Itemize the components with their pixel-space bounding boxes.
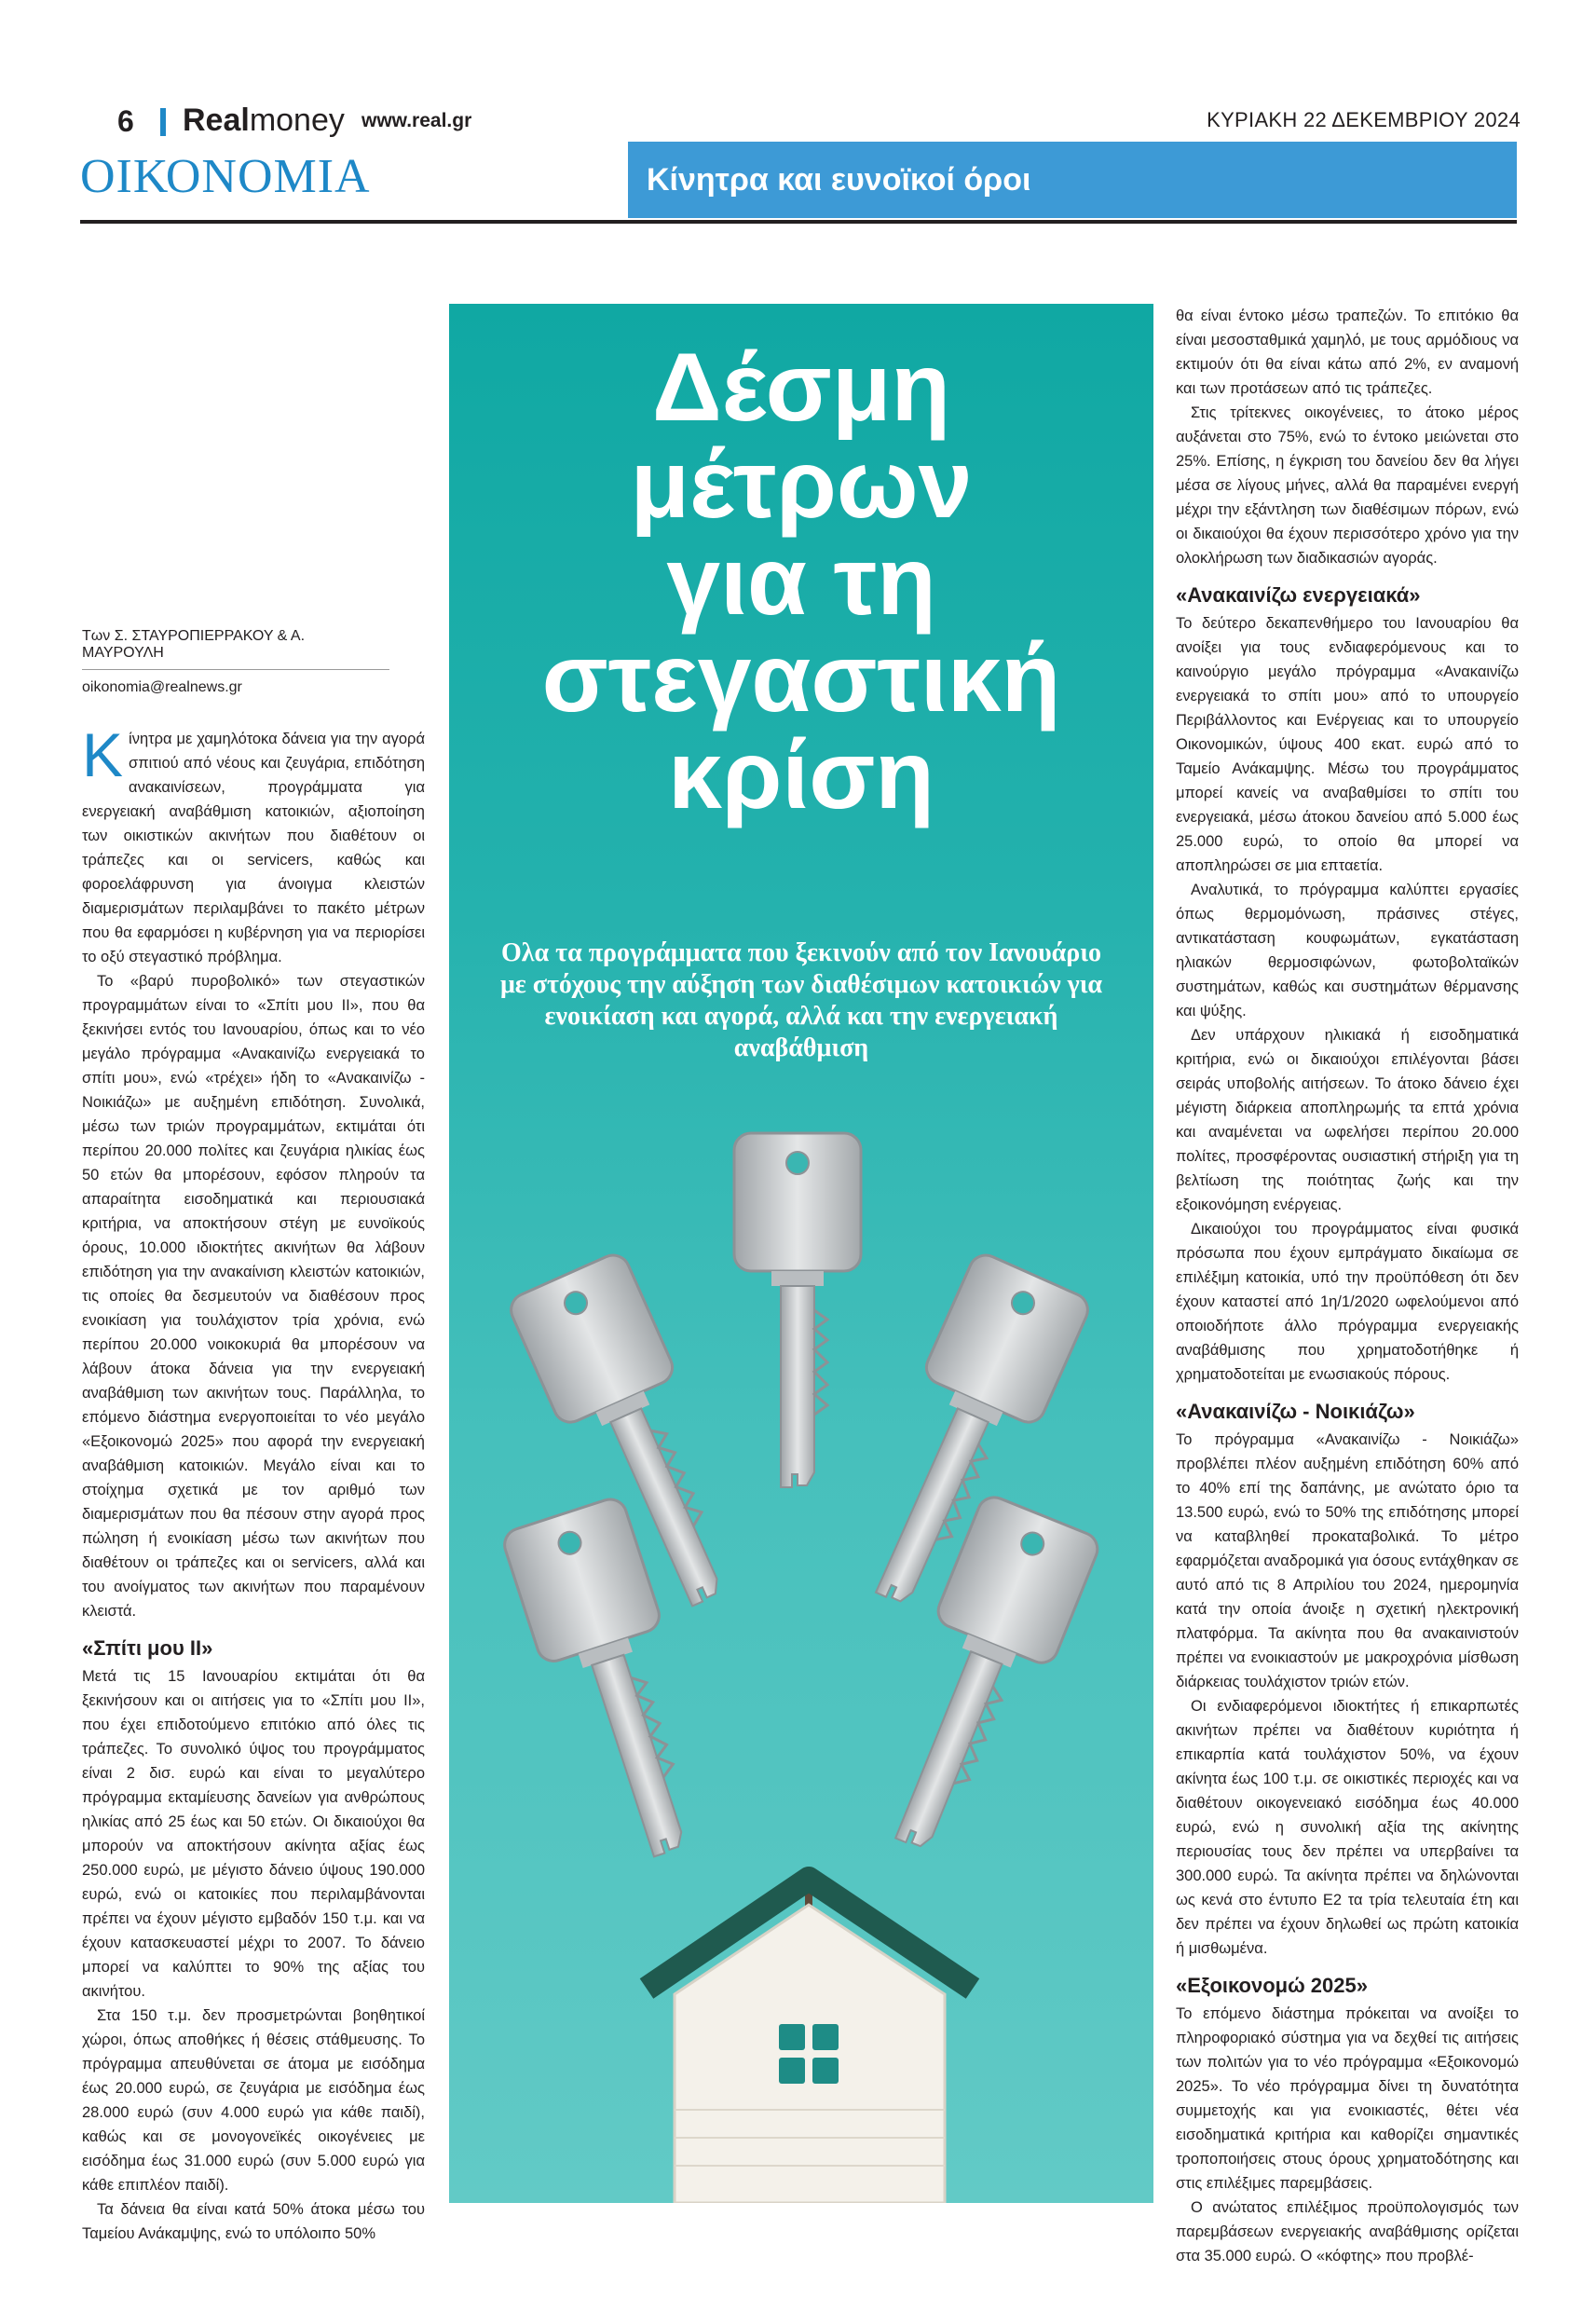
right-column xyxy=(1176,304,1519,2268)
byline-authors: Των Σ. ΣΤΑΥΡΟΠΙΕΡΡΑΚΟΥ & Α. ΜΑΥΡΟΥΛΗ xyxy=(82,628,389,670)
body-paragraph: Μετά τις 15 Ιανουαρίου εκτιμάται ότι θα ξεκινήσουν και οι αιτήσεις για το «Σπίτι μου ΙΙ», που έχει επιδοτούμενο επιτόκιο από όλες τις τράπεζες. Το συνολικό ύψος του προγράμματος είναι 2 δισ. ευρώ και είναι το μεγαλύτερο πρόγραμμα εκταμίευσης δανείων για ανθρώπους ηλικίας από 25 έως και 50 ετών. Οι δικαιούχοι θα μπορούν να αποκτήσουν ακίνητα αξίας έως 250.000 ευρώ, με μέγιστο δάνειο ύψους 190.000 ευρώ, ενώ οι κατοικίες που περιλαμβάνονται πρέπει να έχουν μέγιστο εμβαδόν 150 τ.μ. και να έχουν κατασκευαστεί μέχρι το 2007. Το δάνειο μπορεί να καλύπτει το 90% της αξίας του ακινήτου. xyxy=(82,1668,425,2000)
topic-band xyxy=(628,142,1517,218)
body-paragraph: Στα 150 τ.μ. δεν προσμετρώνται βοηθητικοί χώροι, όπως αποθήκες ή θέσεις στάθμευσης. Το πρόγραμμα απευθύνεται σε άτομα με εισόδημα έως 20.000 ευρώ, σε ζευγάρια με εισόδημα έως 28.000 ευρώ (συν 4.000 ευρώ για κάθε παιδί), καθώς και σε μονογονεϊκές οικογένειες με εισόδημα έως 31.000 ευρώ (συν 5.000 ευρώ για κάθε επιπλέον παιδί). xyxy=(82,2007,425,2194)
headline-line: στεγαστική xyxy=(541,624,1061,732)
section-title: ΟΙΚΟΝΟΜΙΑ xyxy=(80,150,371,203)
house-icon xyxy=(647,1879,973,2203)
byline-email: oikonomia@realnews.gr xyxy=(82,679,242,695)
subheading: «Ανακαινίζω ενεργειακά» xyxy=(1176,583,1421,607)
left-column xyxy=(82,720,425,2246)
brand-light: money xyxy=(249,103,345,138)
headline-line: κρίση xyxy=(668,721,934,829)
page-number: 6 xyxy=(117,104,134,138)
header-rule xyxy=(80,220,1517,224)
subheading: «Εξοικονομώ 2025» xyxy=(1176,1974,1368,1997)
subheadline: Ολα τα προγράμματα που ξεκινούν από τον Ιανουάριο με στόχους την αύξηση των διαθέσιμων κατοικιών για ενοικίαση και αγορά, αλλά και την ενεργειακή αναβάθμιση xyxy=(499,938,1103,1062)
topic-band-label: Κίνητρα και ευνοϊκοί όροι xyxy=(647,162,1031,198)
headline-line: για τη xyxy=(666,527,936,636)
lead-text: ίνητρα με χαμηλότοκα δάνεια για την αγορά σπιτιού από νέους και ζευγάρια, επιδότηση ανακαινίσεων, προγράμματα για ενεργειακή αναβάθμιση κατοικιών, αξιοποίηση των οικιστικών ακινήτων που διαθέτουν οι τράπεζες και οι servicers, καθώς και φοροελάφρυνση για άνοιγμα κλειστών διαμερισμάτων περιλαμβάνει το πακέτο μέτρων που θα εφαρμόσει η κυβέρνηση για να περιορίσει το οξύ στεγαστικό πρόβλημα. xyxy=(82,731,425,965)
subheading: «Σπίτι μου ΙΙ» xyxy=(82,1636,213,1660)
hero-image xyxy=(449,304,1153,2203)
brand-logo xyxy=(183,103,345,139)
site-url: www.real.gr xyxy=(361,110,472,131)
brand-bold: Real xyxy=(183,103,250,138)
header-divider xyxy=(160,108,166,136)
key-icon xyxy=(734,1133,861,1487)
headline-line: Δέσμη xyxy=(652,334,950,442)
byline xyxy=(82,628,389,696)
body-paragraph: Οι ενδιαφερόμενοι ιδιοκτήτες ή επικαρπωτές ακινήτων πρέπει να διαθέτουν κυριότητα ή επικαρπία κατά τουλάχιστον 50%, να έχουν ακίνητα έως 100 τ.μ. σε οικιστικές περιοχές και να διαθέτουν οικογενειακό εισόδημα έως 40.000 ευρώ, ενώ η συνολική αξία της ακίνητης περιουσίας τους δεν πρέπει να υπερβαίνει τα 300.000 ευρώ. Τα ακίνητα πρέπει να δηλώνονται ως κενά στο έντυπο Ε2 τα τρία τελευταία έτη και δεν πρέπει να έχουν δηλωθεί ως πρώτη κατοικία ή μισθωμένα. xyxy=(1176,1698,1519,1957)
body-paragraph: Αναλυτικά, το πρόγραμμα καλύπτει εργασίες όπως θερμομόνωση, πράσινες στέγες, αντικατάσταση κουφωμάτων, εγκατάσταση ηλιακών θερμοσιφώνων, φωτοβολταϊκών συστημάτων, καθώς και συστημάτων θέρμανσης και ψύξης. xyxy=(1176,882,1519,1019)
headline-line: μέτρων xyxy=(630,431,973,539)
body-paragraph: Τα δάνεια θα είναι κατά 50% άτοκα μέσω του Ταμείου Ανάκαμψης, ενώ το υπόλοιπο 50% xyxy=(82,2201,425,2242)
page-header xyxy=(80,104,1521,142)
headline xyxy=(449,334,1153,829)
body-paragraph: Ο ανώτατος επιλέξιμος προϋπολογισμός των παρεμβάσεων ενεργειακής αναβάθμισης ορίζεται στα 35.000 ευρώ. Ο «κόφτης» που προβλέ- xyxy=(1176,2199,1519,2264)
body-paragraph: Στις τρίτεκνες οικογένειες, το άτοκο μέρος αυξάνεται στο 75%, ενώ το έντοκο μειώνεται στο 25%. Επίσης, η έγκριση του δανείου δεν θα λήγει μέσα σε λίγους μήνες, αλλά θα παραμένει ενεργή μέχρι την εξάντληση των διαθέσιμων πόρων, ενώ οι δικαιούχοι θα έχουν περισσότερο χρόνο για την ολοκλήρωση των διαδικασιών αγοράς. xyxy=(1176,404,1519,567)
body-paragraph: θα είναι έντοκο μέσω τραπεζών. Το επιτόκιο θα είναι μεσοσταθμικά χαμηλό, με τους αρμόδιους να εκτιμούν ότι θα είναι κάτω από 2%, εν αναμονή και των προτάσεων από τις τράπεζες. xyxy=(1176,308,1519,397)
key-icon xyxy=(853,1492,1102,1867)
subheading: «Ανακαινίζω - Νοικιάζω» xyxy=(1176,1400,1415,1423)
body-paragraph: Δεν υπάρχουν ηλικιακά ή εισοδηματικά κριτήρια, ενώ οι δικαιούχοι επιλέγονται βάσει σειράς υποβολής αιτήσεων. Το άτοκο δάνειο έχει μέγιστη διάρκεια αποπληρωμής τα επτά χρόνια και αναμένεται να ωφελήσει περίπου 20.000 πολίτες, προσφέροντας ουσιαστική στήριξη για τη βελτίωση της ποιότητας ζωής και την εξοικονόμηση ενέργειας. xyxy=(1176,1027,1519,1213)
dropcap: Κ xyxy=(82,720,124,789)
lead-paragraph xyxy=(82,720,425,969)
keys-house-illustration xyxy=(449,1124,1153,2203)
body-paragraph: Το πρόγραμμα «Ανακαινίζω - Νοικιάζω» προβλέπει πλέον αυξημένη επιδότηση 60% από το 40% επί της δαπάνης, με ανώτατο όριο τα 13.500 ευρώ, ενώ το 50% της επιδότησης μπορεί να καταβληθεί προκαταβολικά. Το μέτρο εφαρμόζεται αναδρομικά για όσους εντάχθηκαν σε αυτό από τις 8 Απριλίου του 2024, ημερομηνία κατά την οποία άνοιξε η σχετική ηλεκτρονική πλατφόρμα. Τα ακίνητα που θα ανακαινιστούν πρέπει να ενοικιαστούν με μακροχρόνια μίσθωση διάρκειας τουλάχιστον τριών ετών. xyxy=(1176,1431,1519,1690)
issue-date: ΚΥΡΙΑΚΗ 22 ΔΕΚΕΜΒΡΙΟΥ 2024 xyxy=(1207,108,1521,131)
body-paragraph: Το «βαρύ πυροβολικό» των στεγαστικών προγραμμάτων είναι το «Σπίτι μου ΙΙ», που θα ξεκινήσει εντός του Ιανουαρίου, όπως και το νέο μεγάλο πρόγραμμα «Ανακαινίζω ενεργειακά το σπίτι μου», ενώ «τρέχει» ήδη το «Ανακαινίζω - Νοικιάζω» με αυξημένη επιδότηση. Συνολικά, μέσω των τριών προγραμμάτων, εκτιμάται ότι περίπου 20.000 πολίτες και ζευγάρια ηλικίας έως 50 ετών θα μπορέσουν, εφόσον πληρούν τα απαραίτητα εισοδηματικά και περιουσιακά κριτήρια, να αποκτήσουν στέγη με ευνοϊκούς όρους, 10.000 ιδιοκτήτες ακινήτων θα λάβουν επιδότηση για την ανακαίνιση κλειστών κατοικιών, τις οποίες θα δεσμευτούν να διαθέσουν προς ενοικίαση για τουλάχιστον τρία χρόνια, ενώ περίπου 20.000 νοικοκυριά θα μπορέσουν να λάβουν άτοκα δάνεια για την ενεργειακή αναβάθμιση των ακινήτων τους. Παράλληλα, το επόμενο διάστημα ενεργοποιείται το νέο μεγάλο «Εξοικονομώ 2025» που αφορά την ενεργειακή αναβάθμιση κατοικιών. Μεγάλο είναι και το στοίχημα σχετικά με τον αριθμό των διαμερισμάτων που θα πέσουν στην αγορά προς πώληση ή ενοικίαση μέσω των ακινήτων που διαθέτουν οι τράπεζες και οι servicers, αλλά και του ανοίγματος των ακινήτων που παραμένουν κλειστά. xyxy=(82,973,425,1620)
body-paragraph: Το επόμενο διάστημα πρόκειται να ανοίξει το πληροφοριακό σύστημα για να δεχθεί τις αιτήσεις των πολιτών για το νέο πρόγραμμα «Εξοικονομώ 2025». Το νέο πρόγραμμα δίνει τη δυνατότητα συμμετοχής και για ενοικιαστές, θέτει νέα εισοδηματικά κριτήρια και καθορίζει σημαντικές τροποποιήσεις στους όρους χρηματοδότησης και στις επιλέξιμες παρεμβάσεις. xyxy=(1176,2005,1519,2192)
body-paragraph: Το δεύτερο δεκαπενθήμερο του Ιανουαρίου θα ανοίξει για τους ενδιαφερόμενους και το καινούργιο μεγάλο πρόγραμμα «Ανακαινίζω ενεργειακά το σπίτι μου» από το υπουργείο Περιβάλλοντος και Ενέργειας και το υπουργείο Οικονομικών, ύψους 400 εκατ. ευρώ από το Ταμείο Ανάκαμψης. Μέσω του προγράμματος μπορεί κανείς να αναβαθμίσει το σπίτι του ενεργειακά, μέσω άτοκου δανείου από 5.000 έως 25.000 ευρώ, το οποίο θα μπορεί να αποπληρώσει σε μια επταετία. xyxy=(1176,615,1519,874)
body-paragraph: Δικαιούχοι του προγράμματος είναι φυσικά πρόσωπα που έχουν εμπράγματο δικαίωμα σε επιλέξιμη κατοικία, υπό την προϋπόθεση ότι δεν έχουν καταστεί από 1η/1/2020 ωφελούμενοι από οποιοδήποτε άλλο πρόγραμμα ενεργειακής αναβάθμισης που χρηματοδοτήθηκε ή χρηματοδοτείται με ενωσιακούς πόρους. xyxy=(1176,1221,1519,1383)
